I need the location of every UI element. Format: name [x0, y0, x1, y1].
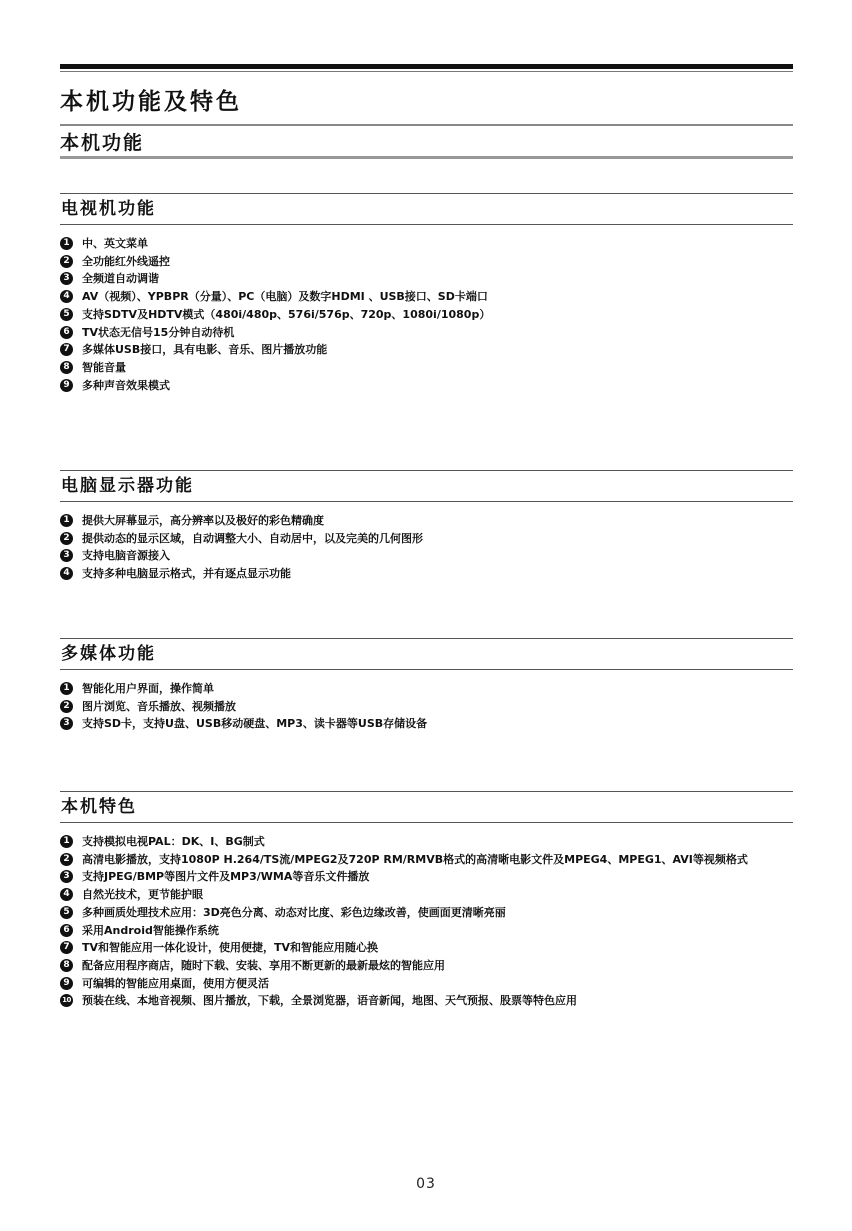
- list-item: [60, 324, 793, 342]
- list-item: [60, 547, 793, 565]
- list-item-text: 中、英文菜单: [82, 237, 148, 250]
- section-title: 电视机功能: [61, 199, 156, 219]
- section-bottom-rule: [60, 822, 793, 823]
- list-item: [60, 922, 793, 940]
- number-badge-icon: 2: [60, 700, 73, 713]
- list-item-text: 配备应用程序商店，随时下载、安装、享用不断更新的最新最炫的智能应用: [82, 958, 445, 972]
- list-item: [60, 957, 793, 975]
- list-item-text: TV状态无信号15分钟自动待机: [82, 325, 235, 339]
- number-badge-icon: 4: [60, 290, 73, 303]
- number-badge-icon: 7: [60, 343, 73, 356]
- list-item: [60, 975, 793, 993]
- section-tv-functions: [60, 193, 793, 394]
- number-badge-icon: 1: [60, 514, 73, 527]
- list-item: [60, 235, 793, 253]
- title-rule: [60, 124, 793, 126]
- list-item-text: AV（视频）、YPBPR（分量）、PC（电脑）及数字HDMI 、USB接口、SD卡端口: [82, 290, 488, 304]
- number-badge-icon: 1: [60, 682, 73, 695]
- list-item-text: 图片浏览、音乐播放、视频播放: [82, 699, 236, 713]
- number-badge-icon: 4: [60, 567, 73, 580]
- feature-list: [60, 235, 793, 394]
- number-badge-icon: 3: [60, 717, 73, 730]
- list-item-text: 提供大屏幕显示，高分辨率以及极好的彩色精确度: [82, 514, 324, 527]
- list-item-text: 支持SD卡，支持U盘、USB移动硬盘、MP3、读卡器等USB存储设备: [82, 717, 428, 731]
- list-item-text: TV和智能应用一体化设计，使用便捷，TV和智能应用随心换: [82, 941, 379, 955]
- number-badge-icon: 3: [60, 549, 73, 562]
- list-item-text: 支持SDTV及HDTV模式（480i/480p、576i/576p、720p、1080i/1080p）: [82, 307, 491, 321]
- feature-list: [60, 512, 793, 583]
- list-item-text: 支持电脑音源接入: [82, 549, 170, 563]
- feature-list: [60, 680, 793, 733]
- list-item-text: 预装在线、本地音视频、图片播放，下载，全景浏览器，语音新闻，地图、天气预报、股票等特色应用: [82, 994, 577, 1008]
- list-item: [60, 698, 793, 716]
- number-badge-icon: 3: [60, 272, 73, 285]
- number-badge-icon: 8: [60, 959, 73, 972]
- section-title: 多媒体功能: [61, 644, 156, 664]
- number-badge-icon: 5: [60, 906, 73, 919]
- page-subtitle: 本机功能: [60, 132, 145, 154]
- list-item: [60, 359, 793, 377]
- list-item: [60, 680, 793, 698]
- list-item-text: 支持模拟电视PAL：DK、I、BG制式: [82, 835, 265, 848]
- number-badge-icon: 2: [60, 853, 73, 866]
- number-badge-icon: 5: [60, 308, 73, 321]
- number-badge-icon: 3: [60, 870, 73, 883]
- number-badge-icon: 2: [60, 532, 73, 545]
- feature-list: [60, 833, 793, 1010]
- section-title: 电脑显示器功能: [61, 476, 194, 496]
- list-item-text: 全功能红外线遥控: [82, 254, 170, 268]
- list-item: [60, 565, 793, 583]
- list-item-text: 多种声音效果模式: [82, 378, 170, 392]
- subtitle-rule: [60, 156, 793, 159]
- section-multimedia-functions: [60, 638, 793, 733]
- list-item: [60, 530, 793, 548]
- list-item: [60, 253, 793, 271]
- number-badge-icon: 6: [60, 924, 73, 937]
- list-item-text: 采用Android智能操作系统: [82, 923, 219, 937]
- header-thick-rule: [60, 64, 793, 69]
- list-item: [60, 288, 793, 306]
- list-item-text: 全频道自动调谐: [82, 272, 159, 286]
- list-item: [60, 851, 793, 869]
- list-item: [60, 270, 793, 288]
- list-item: [60, 904, 793, 922]
- section-title: 本机特色: [61, 797, 137, 817]
- number-badge-icon: 10: [60, 994, 73, 1007]
- list-item-text: 提供动态的显示区域，自动调整大小、自动居中，以及完美的几何图形: [82, 531, 423, 545]
- list-item-text: 多种画质处理技术应用：3D亮色分离、动态对比度、彩色边缘改善，使画面更清晰亮丽: [82, 905, 506, 919]
- number-badge-icon: 1: [60, 835, 73, 848]
- number-badge-icon: 9: [60, 977, 73, 990]
- number-badge-icon: 4: [60, 888, 73, 901]
- list-item-text: 智能化用户界面，操作简单: [82, 682, 214, 695]
- list-item-text: 智能音量: [82, 360, 126, 374]
- section-bottom-rule: [60, 501, 793, 502]
- list-item-text: 多媒体USB接口，具有电影、音乐、图片播放功能: [82, 343, 328, 357]
- number-badge-icon: 9: [60, 379, 73, 392]
- number-badge-icon: 2: [60, 255, 73, 268]
- list-item: [60, 939, 793, 957]
- list-item: [60, 715, 793, 733]
- list-item: [60, 512, 793, 530]
- list-item-text: 高清电影播放，支持1080P H.264/TS流/MPEG2及720P RM/RMVB格式的高清晰电影文件及MPEG4、MPEG1、AVI等视频格式: [82, 852, 748, 866]
- number-badge-icon: 7: [60, 941, 73, 954]
- list-item: [60, 886, 793, 904]
- page-title: 本机功能及特色: [60, 89, 242, 115]
- header-thin-rule: [60, 71, 793, 72]
- page-number: 03: [416, 1176, 436, 1192]
- section-product-features: [60, 791, 793, 1010]
- section-bottom-rule: [60, 669, 793, 670]
- list-item: [60, 341, 793, 359]
- list-item-text: 可编辑的智能应用桌面，使用方便灵活: [82, 976, 269, 990]
- list-item-text: 支持多种电脑显示格式，并有逐点显示功能: [82, 567, 291, 581]
- section-pc-monitor-functions: [60, 470, 793, 583]
- list-item: [60, 377, 793, 395]
- section-bottom-rule: [60, 224, 793, 225]
- list-item: [60, 992, 793, 1010]
- list-item-text: 支持JPEG/BMP等图片文件及MP3/WMA等音乐文件播放: [82, 870, 370, 884]
- list-item: [60, 306, 793, 324]
- list-item: [60, 833, 793, 851]
- list-item-text: 自然光技术，更节能护眼: [82, 888, 203, 902]
- number-badge-icon: 8: [60, 361, 73, 374]
- number-badge-icon: 1: [60, 237, 73, 250]
- list-item: [60, 868, 793, 886]
- number-badge-icon: 6: [60, 326, 73, 339]
